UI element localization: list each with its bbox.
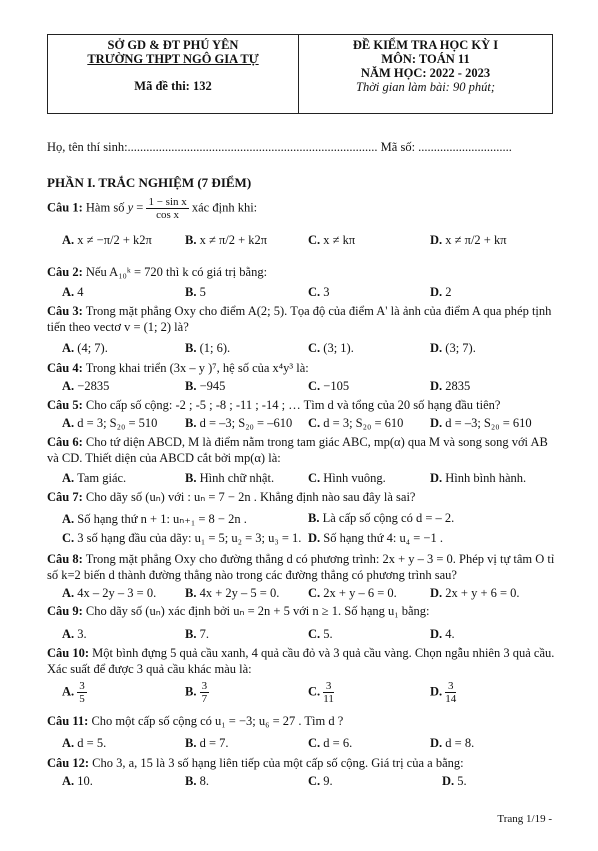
question-text: Trong mặt phẳng Oxy cho đường thẳng d có phương trình: 2x + y – 3 = 0. Phép vị tự tâm O tỉ số k=2 biến d thành đường thẳng nào trong các đường thẳng có phương trình sau? [47, 552, 555, 582]
question-label: Câu 10: [47, 646, 90, 660]
option-d[interactable]: D. Số hạng thứ 4: u₄ = −1 . [308, 531, 443, 545]
question-5 [47, 397, 557, 413]
question-9 [47, 603, 557, 619]
fraction-numerator: 1 − sin x [148, 196, 187, 208]
option-a[interactable]: A. $\frac{3}{5}$ [62, 680, 85, 705]
question-7 [47, 489, 557, 505]
option-b[interactable]: B. −945 [185, 379, 226, 393]
exam-title: ĐỀ KIỂM TRA HỌC KỲ I [352, 38, 499, 52]
header-right [299, 35, 552, 113]
question-label: Câu 12: [47, 756, 90, 770]
option-a[interactable]: A. −2835 [62, 379, 110, 393]
question-text: Cho cấp số cộng: -2 ; -5 ; -8 ; -11 ; -14 ; … Tìm d và tổng của 20 số hạng đầu tiên? [85, 398, 501, 412]
question-2 [47, 264, 557, 280]
question-text: Trong mặt phẳng Oxy cho điểm A(2; 5). Tọa độ của điểm A' là ảnh của điểm A qua phép tịnh tiến theo vectơ v = (1; 2) là? [47, 304, 552, 334]
option-d[interactable]: D. 2835 [430, 379, 471, 393]
option-c[interactable]: C. 3 số hạng đầu của dãy: u₁ = 5; u₂ = 3; u₃ = 1. [62, 531, 302, 545]
option-a[interactable]: A. Tam giác. [62, 471, 127, 485]
option-b[interactable]: B. d = –3; S₂₀ = –610 [185, 416, 293, 430]
option-c[interactable]: C. 3 [308, 285, 330, 299]
question-text: Cho 3, a, 15 là 3 số hạng liên tiếp của một cấp số cộng. Giá trị của a bằng: [92, 756, 464, 770]
option-a[interactable]: A. x ≠ −π/2 + k2π [62, 233, 152, 247]
option-a[interactable]: A. 4x – 2y – 3 = 0. [62, 586, 157, 600]
option-d[interactable]: D. x ≠ π/2 + kπ [430, 233, 507, 247]
time-limit: Thời gian làm bài: 90 phút; [356, 80, 495, 94]
option-b[interactable]: B. 8. [185, 774, 209, 788]
part-title: PHẦN I. TRẮC NGHIỆM (7 ĐIỂM) [47, 175, 252, 190]
option-a[interactable]: A. d = 5. [62, 736, 107, 750]
question-1: Câu 1: Hàm số y = $\frac{\text{1 − sin x}}{\text{cos x}}$ xác định khi: [47, 196, 258, 221]
question-text: Nếu A₁₀ᵏ = 720 thì k có giá trị bằng: [85, 265, 268, 279]
question-label: Câu 8: [47, 552, 83, 566]
dept-name: SỞ GD & ĐT PHÚ YÊN [107, 38, 239, 52]
option-c[interactable]: C. x ≠ kπ [308, 233, 356, 247]
option-c[interactable]: C. d = 3; S₂₀ = 610 [308, 416, 404, 430]
option-a[interactable]: A. d = 3; S₂₀ = 510 [62, 416, 158, 430]
option-c[interactable]: C. 5. [308, 627, 333, 641]
exam-header [47, 34, 553, 114]
header-left [48, 35, 299, 113]
subject: MÔN: TOÁN 11 [381, 52, 470, 66]
option-d[interactable]: D. 2x + y + 6 = 0. [430, 586, 520, 600]
question-label: Câu 4: [47, 361, 83, 375]
question-text: Cho tứ diện ABCD, M là điểm nằm trong tam giác ABC, mp(α) qua M và song song với AB và CD. Thiết diện của ABCD cắt bởi mp(α) là: [47, 435, 548, 465]
option-b[interactable]: B. 7. [185, 627, 209, 641]
option-a[interactable]: A. 3. [62, 627, 87, 641]
option-c[interactable]: C. 2x + y – 6 = 0. [308, 586, 397, 600]
option-b[interactable]: B. Là cấp số cộng có d = – 2. [308, 511, 455, 525]
option-c[interactable]: C. (3; 1). [308, 341, 354, 355]
option-c[interactable]: C. 9. [308, 774, 333, 788]
question-label: Câu 11: [47, 714, 89, 728]
option-d[interactable]: D. (3; 7). [430, 341, 476, 355]
question-label: Câu 5: [47, 398, 83, 412]
option-a[interactable]: A. 10. [62, 774, 93, 788]
option-d[interactable]: D. $\frac{3}{14}$ [430, 680, 457, 705]
option-c[interactable]: C. Hình vuông. [308, 471, 386, 485]
question-text: Cho dãy số (uₙ) với : uₙ = 7 − 2n . Khẳng định nào sau đây là sai? [85, 490, 416, 504]
question-text: Hàm số [85, 200, 125, 215]
question-3 [47, 303, 557, 335]
option-b[interactable]: B. d = 7. [185, 736, 229, 750]
question-label: Câu 1: [47, 200, 83, 215]
exam-code: Mã đề thi: 132 [134, 79, 212, 93]
option-b[interactable]: B. 4x + 2y – 5 = 0. [185, 586, 280, 600]
option-d[interactable]: D. 2 [430, 285, 452, 299]
option-b[interactable]: B. 5 [185, 285, 206, 299]
question-8 [47, 551, 557, 583]
question-label: Câu 7: [47, 490, 83, 504]
fraction [146, 196, 188, 221]
option-a[interactable]: A. (4; 7). [62, 341, 108, 355]
option-a[interactable]: A. 4 [62, 285, 84, 299]
option-d[interactable]: D. 5. [442, 774, 467, 788]
option-b[interactable]: B. Hình chữ nhật. [185, 471, 275, 485]
question-label: Câu 2: [47, 265, 83, 279]
option-d[interactable]: D. 4. [430, 627, 455, 641]
option-b[interactable]: B. x ≠ π/2 + k2π [185, 233, 268, 247]
question-6 [47, 434, 557, 466]
option-d[interactable]: D. d = –3; S₂₀ = 610 [430, 416, 532, 430]
option-d[interactable]: D. Hình bình hành. [430, 471, 527, 485]
option-b[interactable]: B. $\frac{3}{7}$ [185, 680, 208, 705]
school-year: NĂM HỌC: 2022 - 2023 [360, 66, 491, 80]
question-text: Cho một cấp số cộng có u₁ = −3; u₆ = 27 . Tìm d ? [91, 714, 344, 728]
question-10 [47, 645, 557, 677]
question-text: Trong khai triển (3x – y )⁷, hệ số của x⁴y³ là: [85, 361, 309, 375]
option-a[interactable]: A. Số hạng thứ n + 1: uₙ₊₁ = 8 − 2n . [62, 512, 247, 526]
question-text: Một bình đựng 5 quả cầu xanh, 4 quả cầu đỏ và 3 quả cầu vàng. Chọn ngẫu nhiên 3 quả cầu. Xác suất để được 3 quả cầu khác màu là: [47, 646, 555, 676]
option-b[interactable]: B. (1; 6). [185, 341, 231, 355]
question-label: Câu 9: [47, 604, 83, 618]
option-c[interactable]: C. $\frac{3}{11}$ [308, 680, 334, 705]
page-footer: Trang 1/19 - [497, 813, 552, 825]
question-text: Cho dãy số (uₙ) xác định bởi uₙ = 2n + 5 với n ≥ 1. Số hạng u₁ bằng: [85, 604, 430, 618]
question-4 [47, 360, 557, 376]
student-info-line: Họ, tên thí sinh:................................................................................ Mã số: .............................. [47, 140, 512, 154]
question-12 [47, 755, 557, 771]
question-text-2: xác định khi: [191, 200, 258, 215]
question-label: Câu 6: [47, 435, 83, 449]
option-c[interactable]: C. d = 6. [308, 736, 353, 750]
option-d[interactable]: D. d = 8. [430, 736, 475, 750]
question-label: Câu 3: [47, 304, 83, 318]
question-11 [47, 713, 557, 729]
fraction-denominator: cos x [156, 209, 180, 221]
school-name: TRƯỜNG THPT NGÔ GIA TỰ [87, 52, 259, 66]
option-c[interactable]: C. −105 [308, 379, 350, 393]
